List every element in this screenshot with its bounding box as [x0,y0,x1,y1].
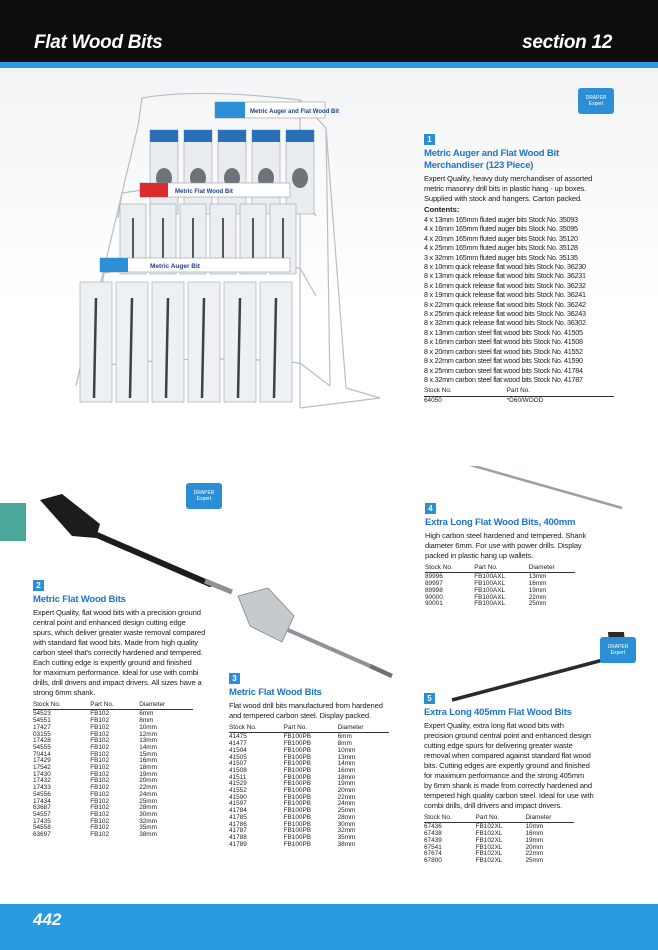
table-row [33,812,193,819]
table-cell: 25mm [337,807,356,815]
table-cell: 17427 [33,723,51,731]
table-cell: 41475 [229,733,247,741]
table-cell: 17433 [33,784,51,792]
table-cell: 41508 [229,766,247,774]
description-line: drills, drill drivers and impact drivers. All sizes have a [33,678,202,687]
table-cell: 13mm [528,573,547,581]
contents-item: 4 x 20mm 165mm fluted auger bits Stock No. 35120 [424,233,578,243]
table-cell: FB102 [90,817,110,825]
table-cell: FB100PB [283,820,311,828]
table-cell: 18mm [139,764,157,772]
table-cell: FB100PB [283,753,311,761]
table-row [33,745,193,752]
table-header-cell: Stock No. [33,701,90,710]
table-row [33,799,193,806]
contents-item: 8 x 25mm carbon steel flat wood bits Stock No. 41784 [424,365,583,375]
page-footer [0,904,658,950]
table-cell: FB102 [90,797,110,805]
product-3 [229,668,419,848]
table-row [33,785,193,792]
table-cell: 6mm [337,733,352,741]
table-cell: FB100PB [283,766,311,774]
table-cell: *D60/WOOD [506,396,544,404]
table-cell: FB100PB [283,793,311,801]
table-row [33,792,193,799]
table-row [33,732,193,739]
description-line: strong 6mm shank. [33,688,96,697]
table-cell: 13mm [139,737,157,745]
table-cell: 8mm [337,740,352,748]
table-cell: 67436 [424,823,442,831]
contents-item: 8 x 25mm quick release flat wood bits Stock No. 36243 [424,309,586,319]
table-cell: 17428 [33,737,51,745]
product-description [425,531,651,561]
table-cell: 28mm [337,813,356,821]
table-cell: 10mm [525,823,544,831]
table-cell: 17432 [33,777,51,785]
table-cell: FB100PB [283,740,311,748]
table-cell: 41505 [229,753,247,761]
table-cell: 10mm [337,746,356,754]
table-cell: 25mm [528,600,547,608]
table-cell: 41789 [229,840,247,848]
table-row [33,805,193,812]
product-title: Metric Flat Wood Bits [229,687,322,698]
product-title: Extra Long 405mm Flat Wood Bits [424,707,572,718]
table-cell: 6mm [139,710,154,718]
table-cell: 63697 [33,831,51,839]
table-header-cell: Part No. [507,387,614,396]
table-cell: 18mm [337,773,356,781]
table-cell: 38mm [337,840,356,848]
table-cell: 19mm [528,586,547,594]
table-cell: FB102 [90,770,110,778]
contents-item: 8 x 13mm carbon steel flat wood bits Stock No. 41505 [424,327,583,337]
table-cell: 30mm [139,810,157,818]
table-header-row [425,564,575,573]
table-cell: 24mm [337,800,356,808]
table-cell: 17542 [33,764,51,772]
contents-item: 4 x 25mm 165mm fluted auger bits Stock No. 35128 [424,243,578,253]
table-cell: FB100PB [283,733,311,741]
table-cell: 67674 [424,850,442,858]
table-cell: FB102 [90,777,110,785]
contents-item: 8 x 16mm carbon steel flat wood bits Stock No. 41508 [424,337,583,347]
table-cell: 67438 [424,830,442,838]
table-cell: FB100PB [283,800,311,808]
table-cell: 30mm [337,820,356,828]
product-number-badge: 2 [33,580,44,591]
description-line: bits. Cutting edges are expertly ground and finished [424,761,590,770]
table-cell: 41507 [229,760,247,768]
product-number-badge: 4 [425,503,436,514]
table-cell: 03155 [33,730,51,738]
product-5 [424,688,650,865]
contents-heading: Contents: [424,205,460,214]
table-cell: FB100PB [283,760,311,768]
table-cell: 41787 [229,827,247,835]
spec-table [33,701,193,839]
table-cell: 16mm [337,766,356,774]
top-tier-packs [150,130,314,214]
description-line: tempered high quality carbon steel. Ideal for use with [424,791,594,800]
table-cell: 8mm [139,717,154,725]
spec-table [425,564,575,608]
top-sign-text: Metric Auger and Flat Wood Bit [250,109,340,115]
table-cell: FB100AXL [474,586,506,594]
table-cell: 19mm [337,780,356,788]
table-row [33,825,193,832]
table-cell: 54556 [33,790,51,798]
table-header-cell: Diameter [529,564,575,573]
table-cell: 16mm [525,830,544,838]
table-cell: FB102 [90,737,110,745]
table-cell: FB100AXL [474,573,506,581]
table-header-cell: Stock No. [229,724,284,733]
draper-logo-3: DRAPER Expert [600,637,636,663]
description-line: Expert Quality, extra long flat wood bits with [424,721,564,730]
contents-item: 8 x 13mm quick release flat wood bits Stock No. 36231 [424,271,586,281]
table-header-cell: Diameter [139,701,193,710]
table-row [33,832,193,839]
spec-table [424,814,574,865]
product-title: Metric Flat Wood Bits [33,594,126,605]
table-cell: 17434 [33,797,51,805]
contents-item: 8 x 16mm quick release flat wood bits Stock No. 36232 [424,280,586,290]
table-row [33,725,193,732]
product-title: Extra Long Flat Wood Bits, 400mm [425,517,576,528]
table-cell: 32mm [139,817,157,825]
contents-item: 8 x 32mm quick release flat wood bits Stock No. 36302 [424,318,586,328]
table-cell: 12mm [139,730,157,738]
table-header-row [33,701,193,710]
table-cell: 22mm [139,784,157,792]
table-cell: 22mm [525,850,544,858]
product-description: Expert Quality, heavy duty merchandiser of assorted metric masonry drill bits in plastic hang - up boxes. Supplied with stock and hangers. Carton packed. [424,174,593,203]
table-header-cell: Stock No. [424,814,476,823]
table-cell: FB102XL [475,850,503,858]
table-cell: 54555 [33,743,51,751]
table-cell: FB102 [90,723,110,731]
table-row [33,819,193,826]
table-cell: 14mm [139,743,157,751]
table-row [33,710,193,718]
table-cell: 41784 [229,807,247,815]
table-header-cell: Part No. [474,564,529,573]
table-row [229,842,389,849]
table-cell: FB102 [90,743,110,751]
table-cell: FB102 [90,784,110,792]
table-cell: 24mm [139,790,157,798]
table-cell: 89998 [425,586,443,594]
contents-item: 4 x 16mm 165mm fluted auger bits Stock No. 35095 [424,224,578,234]
table-row [424,396,614,404]
table-cell: 90000 [425,593,443,601]
table-cell: 41552 [229,787,247,795]
table-cell: 41788 [229,833,247,841]
page-title: Flat Wood Bits [34,32,163,53]
description-line: cutting edge spurs for delivering greater waste [424,741,573,750]
table-cell: FB102 [90,717,110,725]
table-cell: 90001 [425,600,443,608]
table-header-cell: Stock No. [425,564,474,573]
table-row [33,752,193,759]
spec-table [424,387,614,404]
table-cell: FB100AXL [474,593,506,601]
table-cell: FB102 [90,710,110,718]
table-cell: 28mm [139,804,157,812]
description-line: Expert Quality, flat wood bits with a precision ground [33,608,201,617]
table-cell: 17430 [33,770,51,778]
section-label: section 12 [522,32,612,53]
table-cell: 41529 [229,780,247,788]
table-cell: 22mm [337,793,356,801]
table-cell: 64050 [424,396,442,404]
contents-item: 4 x 13mm 165mm fluted auger bits Stock No. 35093 [424,215,578,224]
description-line: spurs, which deliver greater waste removal compared [33,628,206,637]
table-cell: 16mm [528,580,547,588]
table-cell: FB102 [90,757,110,765]
table-cell: 35mm [139,824,157,832]
table-cell: 16mm [139,757,157,765]
table-cell: 67541 [424,843,442,851]
contents-item: 8 x 22mm quick release flat wood bits Stock No. 36242 [424,299,586,309]
table-cell: 89997 [425,580,443,588]
table-header-row [424,387,614,396]
table-cell: 41511 [229,773,247,781]
table-cell: 35mm [337,833,356,841]
table-cell: FB100PB [283,780,311,788]
product-number-badge: 5 [424,693,435,704]
product-2 [33,575,223,839]
table-cell: 67439 [424,836,442,844]
middle-sign-text: Metric Flat Wood Bit [175,189,233,195]
table-cell: FB102 [90,750,110,758]
table-header-cell: Diameter [525,814,574,823]
table-cell: FB102XL [475,843,503,851]
table-cell: FB100AXL [474,600,506,608]
table-cell: 14mm [337,760,356,768]
description-line: central point and enhanced design cutting edge [33,618,186,627]
table-cell: 38mm [139,831,157,839]
description-line: carbon steel that's correctly hardened and tempered. [33,648,203,657]
table-cell: 19mm [525,836,544,844]
page-number: 442 [33,910,62,929]
description-line: combi drills, drill drivers and impact drivers. [424,801,563,810]
description-line: and tempered carbon steel. Display packed. [229,711,371,720]
table-row [425,601,575,608]
table-cell: 41597 [229,800,247,808]
spec-table [229,724,389,848]
product-1 [424,129,654,404]
table-cell: 17435 [33,817,51,825]
table-cell: FB102 [90,730,110,738]
table-header-cell: Part No. [90,701,139,710]
product-title: Metric Auger and Flat Wood Bit Merchandiser (123 Piece) [424,148,559,171]
table-cell: 15mm [139,750,157,758]
table-cell: FB100PB [283,813,311,821]
description-line: High carbon steel hardened and tempered. Shank [425,531,587,540]
description-line: for maximum performance. Ideal for use with combi [33,668,199,677]
table-cell: 25mm [139,797,157,805]
table-cell: 54557 [33,810,51,818]
table-cell: 22mm [528,593,547,601]
table-cell: 20mm [139,777,157,785]
product-description [33,608,223,698]
table-row [424,858,574,865]
section-side-tab [0,503,26,541]
table-cell: FB102 [90,810,110,818]
description-line: Flat wood drill bits manufactured from hardened [229,701,383,710]
bottom-tier-packs [80,282,292,402]
draper-logo-2: DRAPER Expert [186,483,222,509]
product-number-badge: 1 [424,134,435,145]
description-line: with standard flat wood bits. Made from high quality [33,638,198,647]
product-description [424,721,650,811]
table-cell: 67800 [424,856,442,864]
bottom-sign-text: Metric Auger Bit [150,263,200,270]
table-cell: 41590 [229,793,247,801]
table-cell: FB100PB [283,746,311,754]
table-cell: FB100PB [283,833,311,841]
table-cell: FB102XL [475,823,503,831]
flat-wood-bit-image-3 [238,588,392,676]
table-cell: FB100PB [283,773,311,781]
table-cell: 54558 [33,824,51,832]
table-header-row [424,814,574,823]
table-header-cell: Stock No. [424,387,507,396]
table-cell: 41786 [229,820,247,828]
table-cell: FB100PB [283,840,311,848]
table-cell: 54551 [33,717,51,725]
table-cell: 41504 [229,746,247,754]
table-row [33,718,193,725]
description-line: by 6mm shank is made from correctly hardened and [424,781,592,790]
table-cell: FB102 [90,790,110,798]
table-cell: FB102 [90,831,110,839]
table-cell: 41785 [229,813,247,821]
table-header-row [229,724,389,733]
table-header-cell: Part No. [284,724,338,733]
table-row [33,738,193,745]
table-cell: FB102 [90,764,110,772]
contents-item: 8 x 32mm carbon steel flat wood bits Stock No. 41787 [424,374,583,384]
table-cell: 41477 [229,740,247,748]
table-cell: 32mm [337,827,356,835]
table-cell: 25mm [525,856,544,864]
contents-list [424,215,654,384]
contents-item: 3 x 32mm 165mm fluted auger bits Stock No. 35135 [424,252,578,262]
table-cell: FB102XL [475,856,503,864]
table-row [33,765,193,772]
table-cell: FB100AXL [474,580,506,588]
description-line: removal when compared against standard flat wood [424,751,591,760]
table-cell: 17429 [33,757,51,765]
table-cell: 20mm [525,843,544,851]
table-cell: FB102 [90,804,110,812]
table-cell: 54523 [33,710,51,718]
table-cell: FB100PB [283,807,311,815]
draper-logo: DRAPER Expert [578,88,614,114]
contents-item: 8 x 19mm quick release flat wood bits Stock No. 36241 [424,290,586,300]
table-cell: FB100PB [283,787,311,795]
table-cell: 20mm [337,787,356,795]
table-cell: FB100PB [283,827,311,835]
table-cell: FB102 [90,824,110,832]
table-header-cell: Diameter [338,724,389,733]
table-cell: FB102XL [475,830,503,838]
table-row [33,772,193,779]
contents-item: 8 x 22mm carbon steel flat wood bits Stock No. 41590 [424,356,583,366]
table-row [33,758,193,765]
description-line: packed in plastic hang up wallets. [425,551,534,560]
table-cell: FB102XL [475,836,503,844]
product-description [229,701,419,721]
table-header-cell: Part No. [476,814,526,823]
table-cell: 19mm [139,770,157,778]
description-line: precision ground central point and enhanced design [424,731,591,740]
table-cell: 10mm [139,723,157,731]
description-line: Each cutting edge is expertly ground and finished [33,658,192,667]
description-line: diameter 6mm. For use with power drills. Display [425,541,582,550]
contents-item: 8 x 20mm carbon steel flat wood bits Stock No. 41552 [424,346,583,356]
table-cell: 70414 [33,750,51,758]
contents-item: 8 x 10mm quick release flat wood bits Stock No. 36230 [424,262,586,272]
description-line: for maximum performance and the strong 405mm [424,771,585,780]
table-cell: 13mm [337,753,356,761]
table-cell: 89996 [425,573,443,581]
table-cell: 63687 [33,804,51,812]
product-number-badge: 3 [229,673,240,684]
table-row [33,778,193,785]
product-4 [425,498,651,608]
